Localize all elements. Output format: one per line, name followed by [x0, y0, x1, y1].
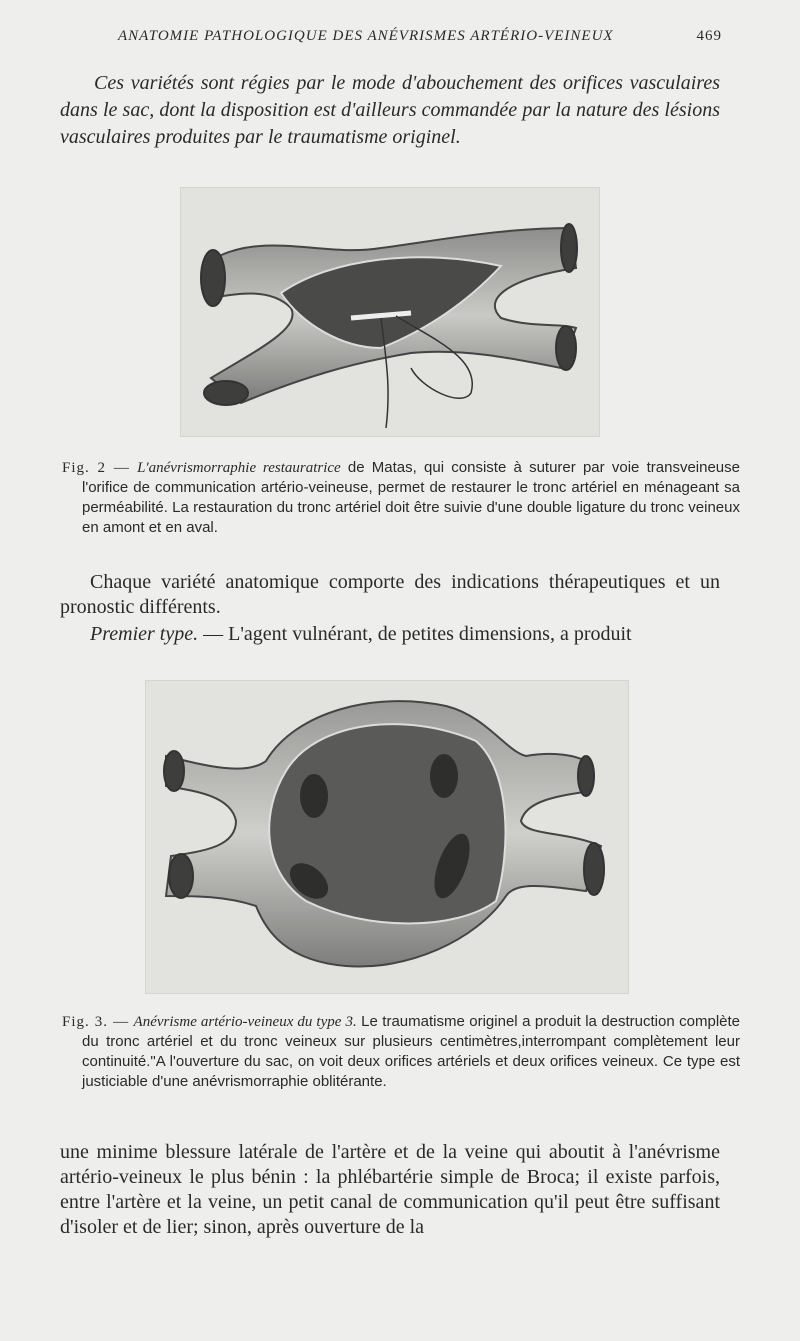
paragraph-2-text: — L'agent vulnérant, de petites dimensions, a produit — [198, 623, 632, 645]
figure-2-caption — [62, 458, 740, 538]
figure-3-label: Fig. 3. — — [62, 1014, 130, 1030]
page-number: 469 — [696, 28, 722, 44]
figure-2-text: de Matas, qui consiste à suturer par voie transveineuse l'orifice de communication artério-veineuse, permet de restaurer le tronc artériel en ménageant sa perméabilité. La restauration du tronc artériel doit être suivie d'une double ligature du tronc veineux en amont et en aval. — [82, 459, 740, 536]
figure-3-text: Le traumatisme originel a produit la destruction complète du tronc artériel et du tronc veineux sur plusieurs centimètres,interrompant complètement leur continuité."A l'ouverture du sac, on voit deux orifices artériels et deux orifices veineux. Ce type est justiciable d'une anévrismorraphie oblitérante. — [82, 1013, 741, 1090]
figure-3-caption — [62, 1012, 740, 1092]
running-title: ANATOMIE PATHOLOGIQUE DES ANÉVRISMES ARTÉRIO-VEINEUX — [118, 28, 614, 44]
paragraph-1: Chaque variété anatomique comporte des indications thérapeutiques et un pronostic différents. — [60, 571, 720, 618]
aneurysm-sac-drawing — [146, 681, 628, 993]
paragraph-3: une minime blessure latérale de l'artère et de la veine qui aboutit à l'anévrisme artério-veineux le plus bénin : la phlébartérie simple de Broca; il existe parfois, entre l'artère et la veine, un petit canal de communication qu'il peut être suffisant d'isoler et de lier; sinon, après ouverture de la — [60, 1141, 720, 1238]
paragraph-2-lead: Premier type. — [90, 623, 199, 645]
vessel-suture-drawing — [181, 188, 599, 436]
paragraph-2 — [60, 622, 720, 647]
figure-3-title: Anévrisme artério-veineux du type 3. — [133, 1014, 357, 1030]
running-header — [118, 28, 722, 50]
figure-2-illustration — [180, 187, 600, 437]
figure-2-title: L'anévrismorraphie restauratrice — [137, 460, 341, 476]
intro-paragraph: Ces variétés sont régies par le mode d'abouchement des orifices vasculaires dans le sac, dont la disposition est d'ailleurs commandée par la nature des lésions vasculaires produites par le traumatisme originel. — [60, 72, 720, 148]
figure-3-illustration — [145, 680, 629, 994]
figure-2-label: Fig. 2 — — [62, 460, 130, 476]
